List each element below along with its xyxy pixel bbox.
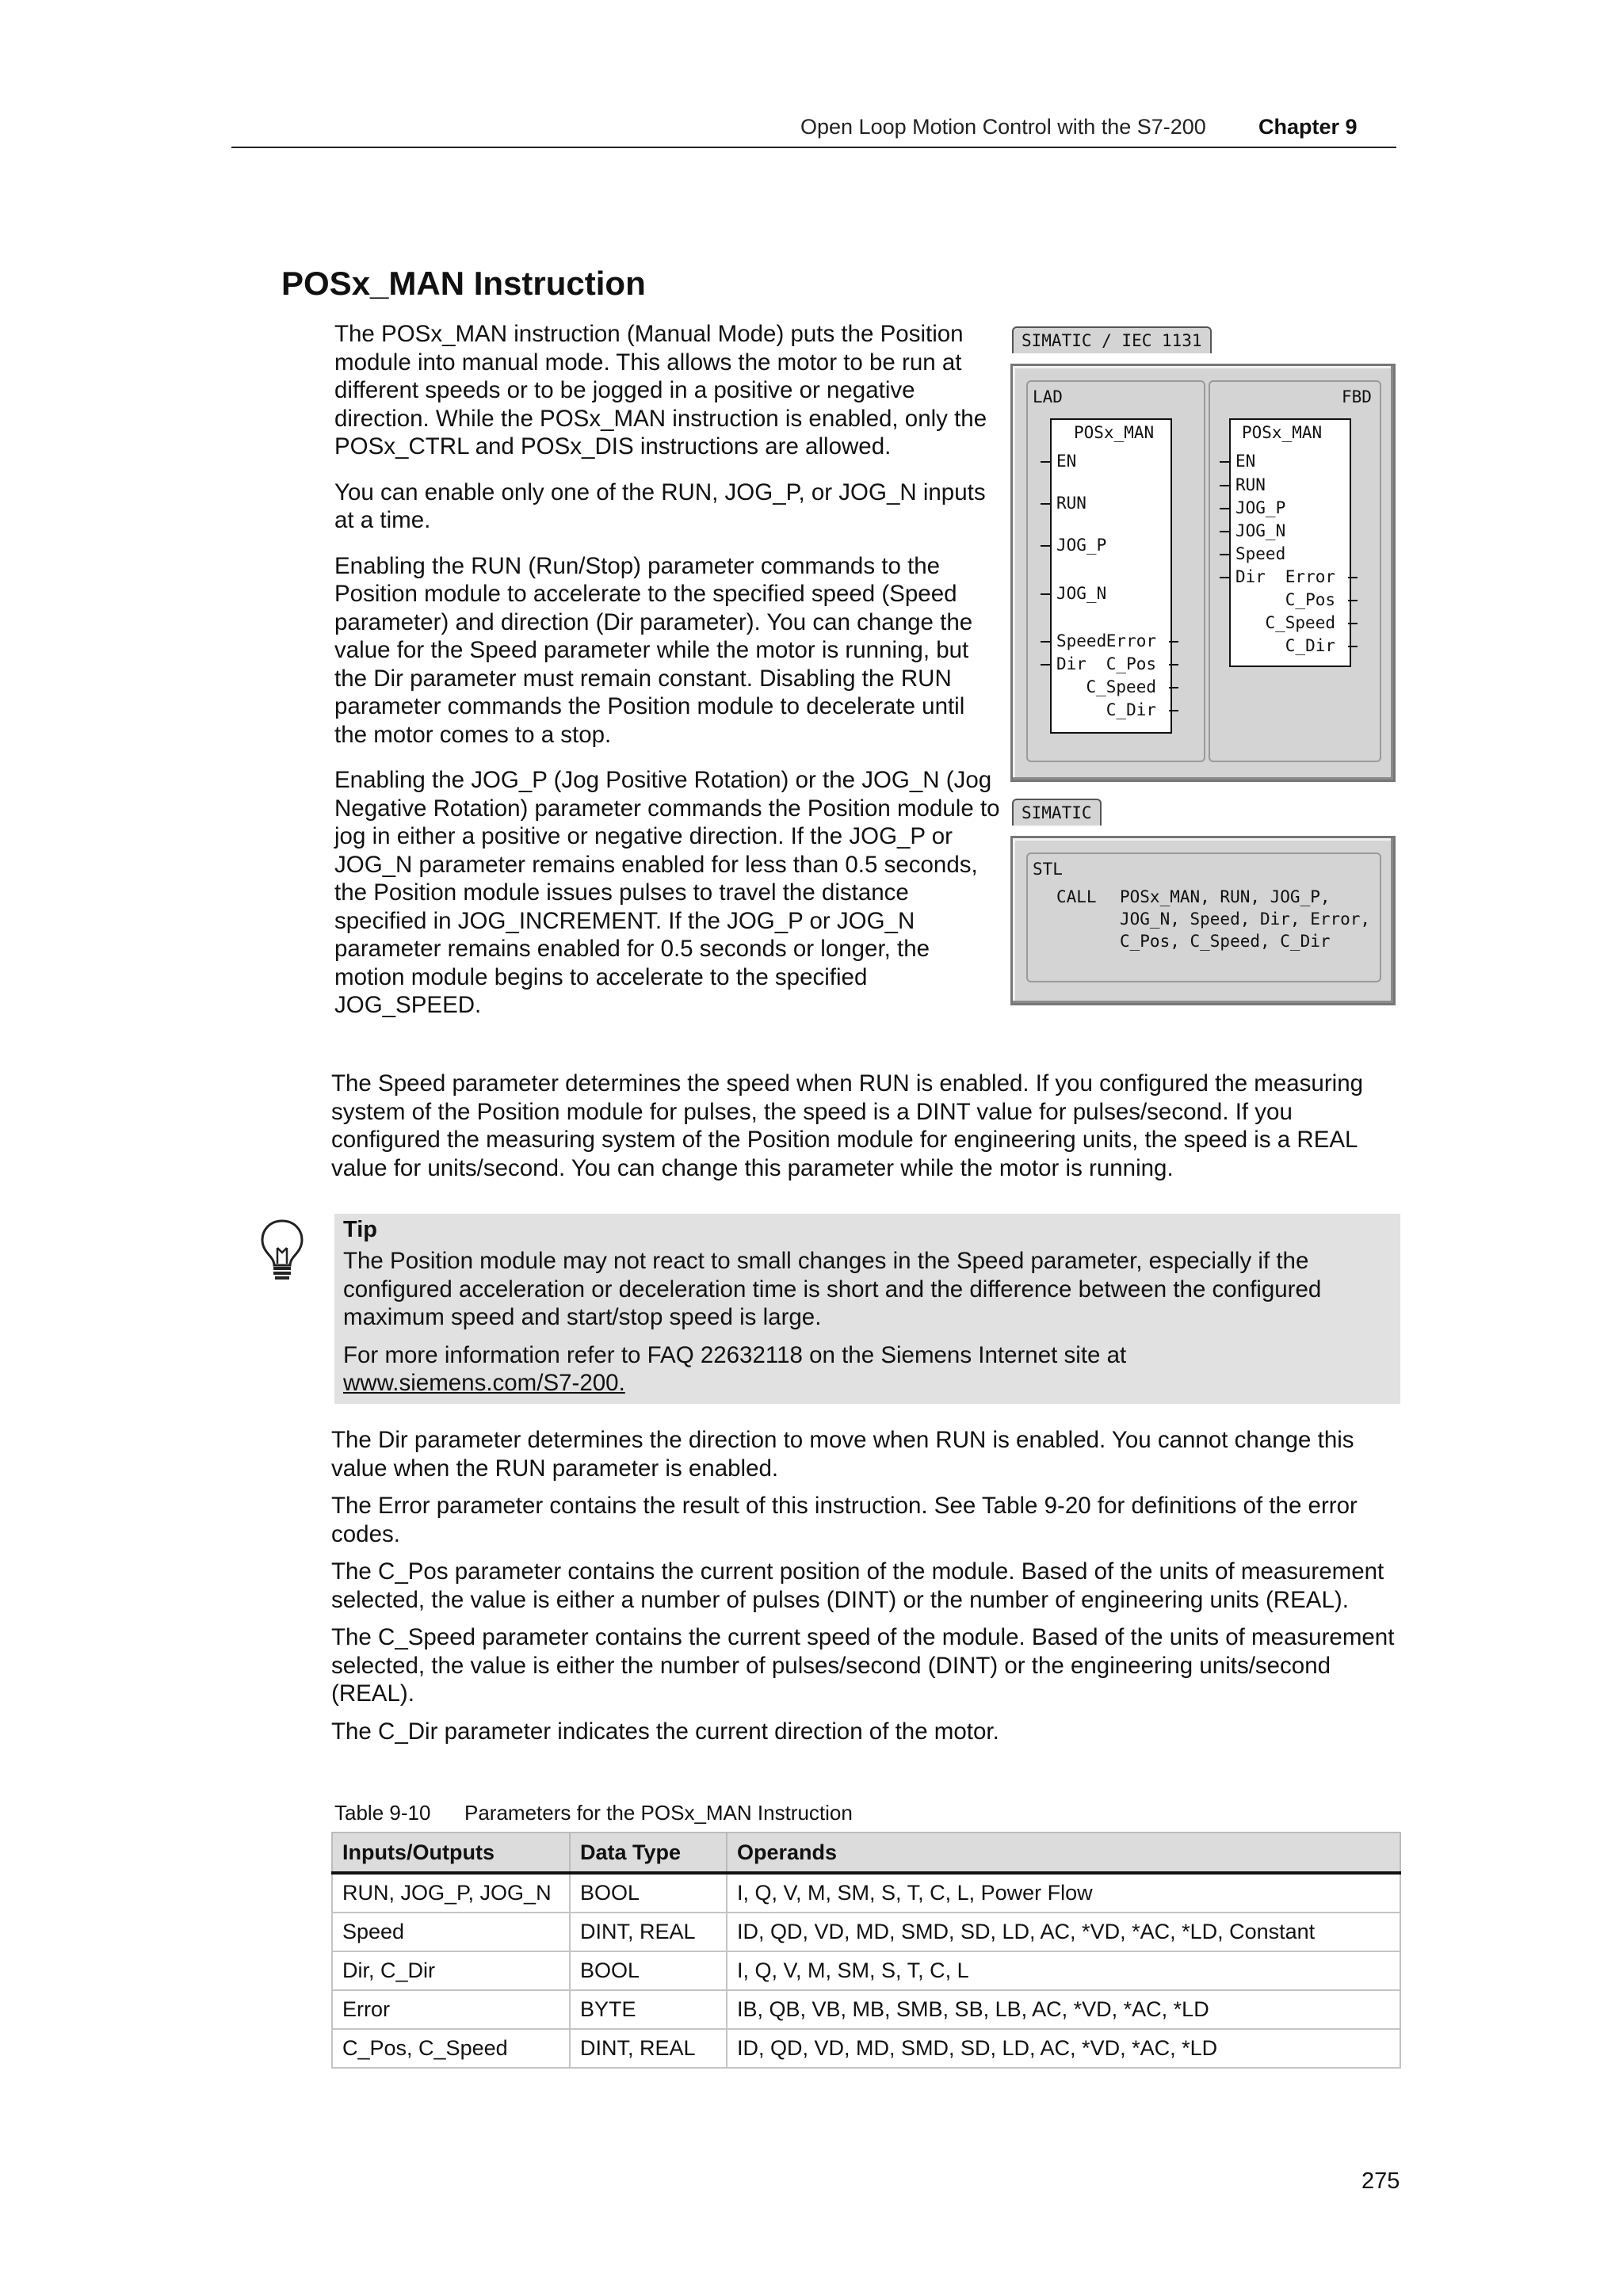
stl-code-line: POSx_MAN, RUN, JOG_P, (1120, 887, 1331, 906)
fbd-input-dir: Dir (1235, 567, 1266, 586)
c-dir-paragraph: The C_Dir parameter indicates the current direction of the motor. (331, 1718, 999, 1745)
page-number: 275 (1361, 2168, 1400, 2194)
lad-output-c-pos: C_Pos (1106, 654, 1156, 673)
table-cell: DINT, REAL (570, 2029, 727, 2068)
table-cell: C_Pos, C_Speed (332, 2029, 570, 2068)
table-cell: BYTE (570, 1990, 727, 2029)
fbd-input-jog-p: JOG_P (1235, 498, 1286, 517)
fbd-output-error: Error (1285, 567, 1335, 586)
fbd-output-c-speed: C_Speed (1265, 613, 1335, 632)
tip-text-2-lead: For more information refer to FAQ 22632118 on the Siemens Internet site at (343, 1341, 1127, 1368)
lad-input-run: RUN (1056, 494, 1086, 513)
table-cell: ID, QD, VD, MD, SMD, SD, LD, AC, *VD, *AC, *LD (727, 2029, 1400, 2068)
table-caption-text: Parameters for the POSx_MAN Instruction (464, 1801, 853, 1825)
lad-input-jog-n: JOG_N (1056, 584, 1107, 603)
simatic-tab: SIMATIC (1012, 799, 1102, 826)
fbd-output-c-dir: C_Dir (1285, 636, 1335, 655)
table-cell: IB, QB, VB, MB, SMB, SB, LB, AC, *VD, *AC, *LD (727, 1990, 1400, 2029)
table-cell: BOOL (570, 1873, 727, 1913)
section-title: POSx_MAN Instruction (281, 265, 646, 302)
lad-label: LAD (1033, 387, 1063, 406)
table-cell: RUN, JOG_P, JOG_N (332, 1873, 570, 1913)
error-paragraph: The Error parameter contains the result of this instruction. See Table 9-20 for definitions of the error codes. (331, 1493, 1358, 1547)
parameters-table (331, 1832, 1401, 2069)
stl-code-line: JOG_N, Speed, Dir, Error, (1120, 910, 1371, 929)
fbd-output-c-pos: C_Pos (1285, 590, 1335, 609)
column-header: Operands (727, 1833, 1400, 1873)
lad-output-error: Error (1106, 631, 1156, 650)
table-cell: I, Q, V, M, SM, S, T, C, L (727, 1951, 1400, 1990)
table-cell: Error (332, 1990, 570, 2029)
table-row (332, 1951, 1400, 1990)
parameter-descriptions (331, 1426, 1401, 1755)
intro-paragraph: The POSx_MAN instruction (Manual Mode) puts the Position module into manual mode. This allows the motor to be run at different speeds or to be jogged in a positive or negative direction. While the POSx_MAN instruction is enabled, only the POSx_CTRL and POSx_DIS instructions are allowed. (334, 321, 987, 460)
intro-text-column (334, 320, 1000, 1037)
siemens-link[interactable]: www.siemens.com/S7-200. (343, 1370, 625, 1396)
stl-screenshot (1010, 799, 1396, 1006)
speed-text (331, 1070, 1401, 1182)
table-cell: DINT, REAL (570, 1913, 727, 1951)
table-row (332, 2029, 1400, 2068)
table-number: Table 9-10 (334, 1801, 431, 1825)
table-cell: BOOL (570, 1951, 727, 1990)
table-cell: Dir, C_Dir (332, 1951, 570, 1990)
stl-label: STL (1033, 860, 1063, 879)
chapter-label: Chapter 9 (1258, 115, 1358, 139)
lad-input-dir: Dir (1056, 654, 1086, 673)
tip-text-2 (343, 1341, 1389, 1398)
tip-text-1: The Position module may not react to small changes in the Speed parameter, especially if the configured acceleration or deceleration time is short and the difference between the configured maximum speed and start/stop speed is large. (343, 1248, 1322, 1330)
column-header: Data Type (570, 1833, 727, 1873)
lad-box-title: POSx_MAN (1074, 423, 1155, 442)
stl-call-keyword: CALL (1056, 887, 1097, 906)
column-header: Inputs/Outputs (332, 1833, 570, 1873)
table-row (332, 1873, 1400, 1913)
c-speed-paragraph: The C_Speed parameter contains the current speed of the module. Based of the units of measurement selected, the value is either the number of pulses/second (DINT) or the engineering units/second (REAL). (331, 1624, 1395, 1707)
lightbulb-icon (258, 1218, 307, 1283)
fbd-input-jog-n: JOG_N (1235, 521, 1286, 540)
lad-output-c-speed: C_Speed (1086, 677, 1156, 696)
lad-output-c-dir: C_Dir (1106, 700, 1156, 719)
stl-code-line: C_Pos, C_Speed, C_Dir (1120, 932, 1331, 951)
fbd-input-run: RUN (1235, 475, 1266, 494)
fbd-input-speed: Speed (1235, 544, 1286, 563)
table-cell: Speed (332, 1913, 570, 1951)
lad-input-en: EN (1056, 452, 1077, 471)
tip-title: Tip (343, 1217, 377, 1242)
fbd-box-title: POSx_MAN (1242, 423, 1323, 442)
table-row (332, 1913, 1400, 1951)
run-paragraph: Enabling the RUN (Run/Stop) parameter commands to the Position module to accelerate to the specified speed (Speed parameter) and direction (Dir parameter). You can change the value for the Speed parameter while the motor is running, but the Dir parameter must remain constant. Disabling the RUN parameter commands the Position module to decelerate until the motor comes to a stop. (334, 552, 973, 748)
c-pos-paragraph: The C_Pos parameter contains the current position of the module. Based of the units of measurement selected, the value is either a number of pulses (DINT) or the number of engineering units (REAL). (331, 1558, 1384, 1613)
jog-paragraph: Enabling the JOG_P (Jog Positive Rotation) or the JOG_N (Jog Negative Rotation) parameter commands the Position module to jog in either a positive or negative direction. If the JOG_P or JOG_N parameter remains enabled for less than 0.5 seconds, the Position module issues pulses to travel the distance specified in JOG_INCREMENT. If the JOG_P or JOG_N parameter remains enabled for 0.5 seconds or longer, the motion module begins to accelerate to the specified JOG_SPEED. (334, 767, 1000, 1018)
table-cell: I, Q, V, M, SM, S, T, C, L, Power Flow (727, 1873, 1400, 1913)
table-row (332, 1990, 1400, 2029)
running-title: Open Loop Motion Control with the S7-200 (800, 115, 1206, 139)
ladfbd-screenshot (1010, 326, 1396, 782)
table-header-row (332, 1833, 1400, 1873)
dir-paragraph: The Dir parameter determines the direction to move when RUN is enabled. You cannot change this value when the RUN parameter is enabled. (331, 1427, 1354, 1482)
fbd-input-en: EN (1235, 452, 1256, 471)
fbd-label: FBD (1342, 387, 1372, 406)
lad-input-jog-p: JOG_P (1056, 536, 1107, 555)
header-rule (231, 147, 1396, 148)
tip-body (343, 1247, 1389, 1407)
speed-paragraph: The Speed parameter determines the speed when RUN is enabled. If you configured the measuring system of the Position module for pulses, the speed is a DINT value for pulses/second. If you configured the measuring system of the Position module for engineering units, the speed is a REAL value for units/second. You can change this parameter while the motor is running. (331, 1070, 1364, 1181)
table-caption (334, 1801, 853, 1825)
enable-paragraph: You can enable only one of the RUN, JOG_P, or JOG_N inputs at a time. (334, 479, 986, 533)
simatic-iec-tab: SIMATIC / IEC 1131 (1012, 326, 1212, 353)
table-cell: ID, QD, VD, MD, SMD, SD, LD, AC, *VD, *AC, *LD, Constant (727, 1913, 1400, 1951)
lad-input-speed: Speed (1056, 631, 1107, 650)
